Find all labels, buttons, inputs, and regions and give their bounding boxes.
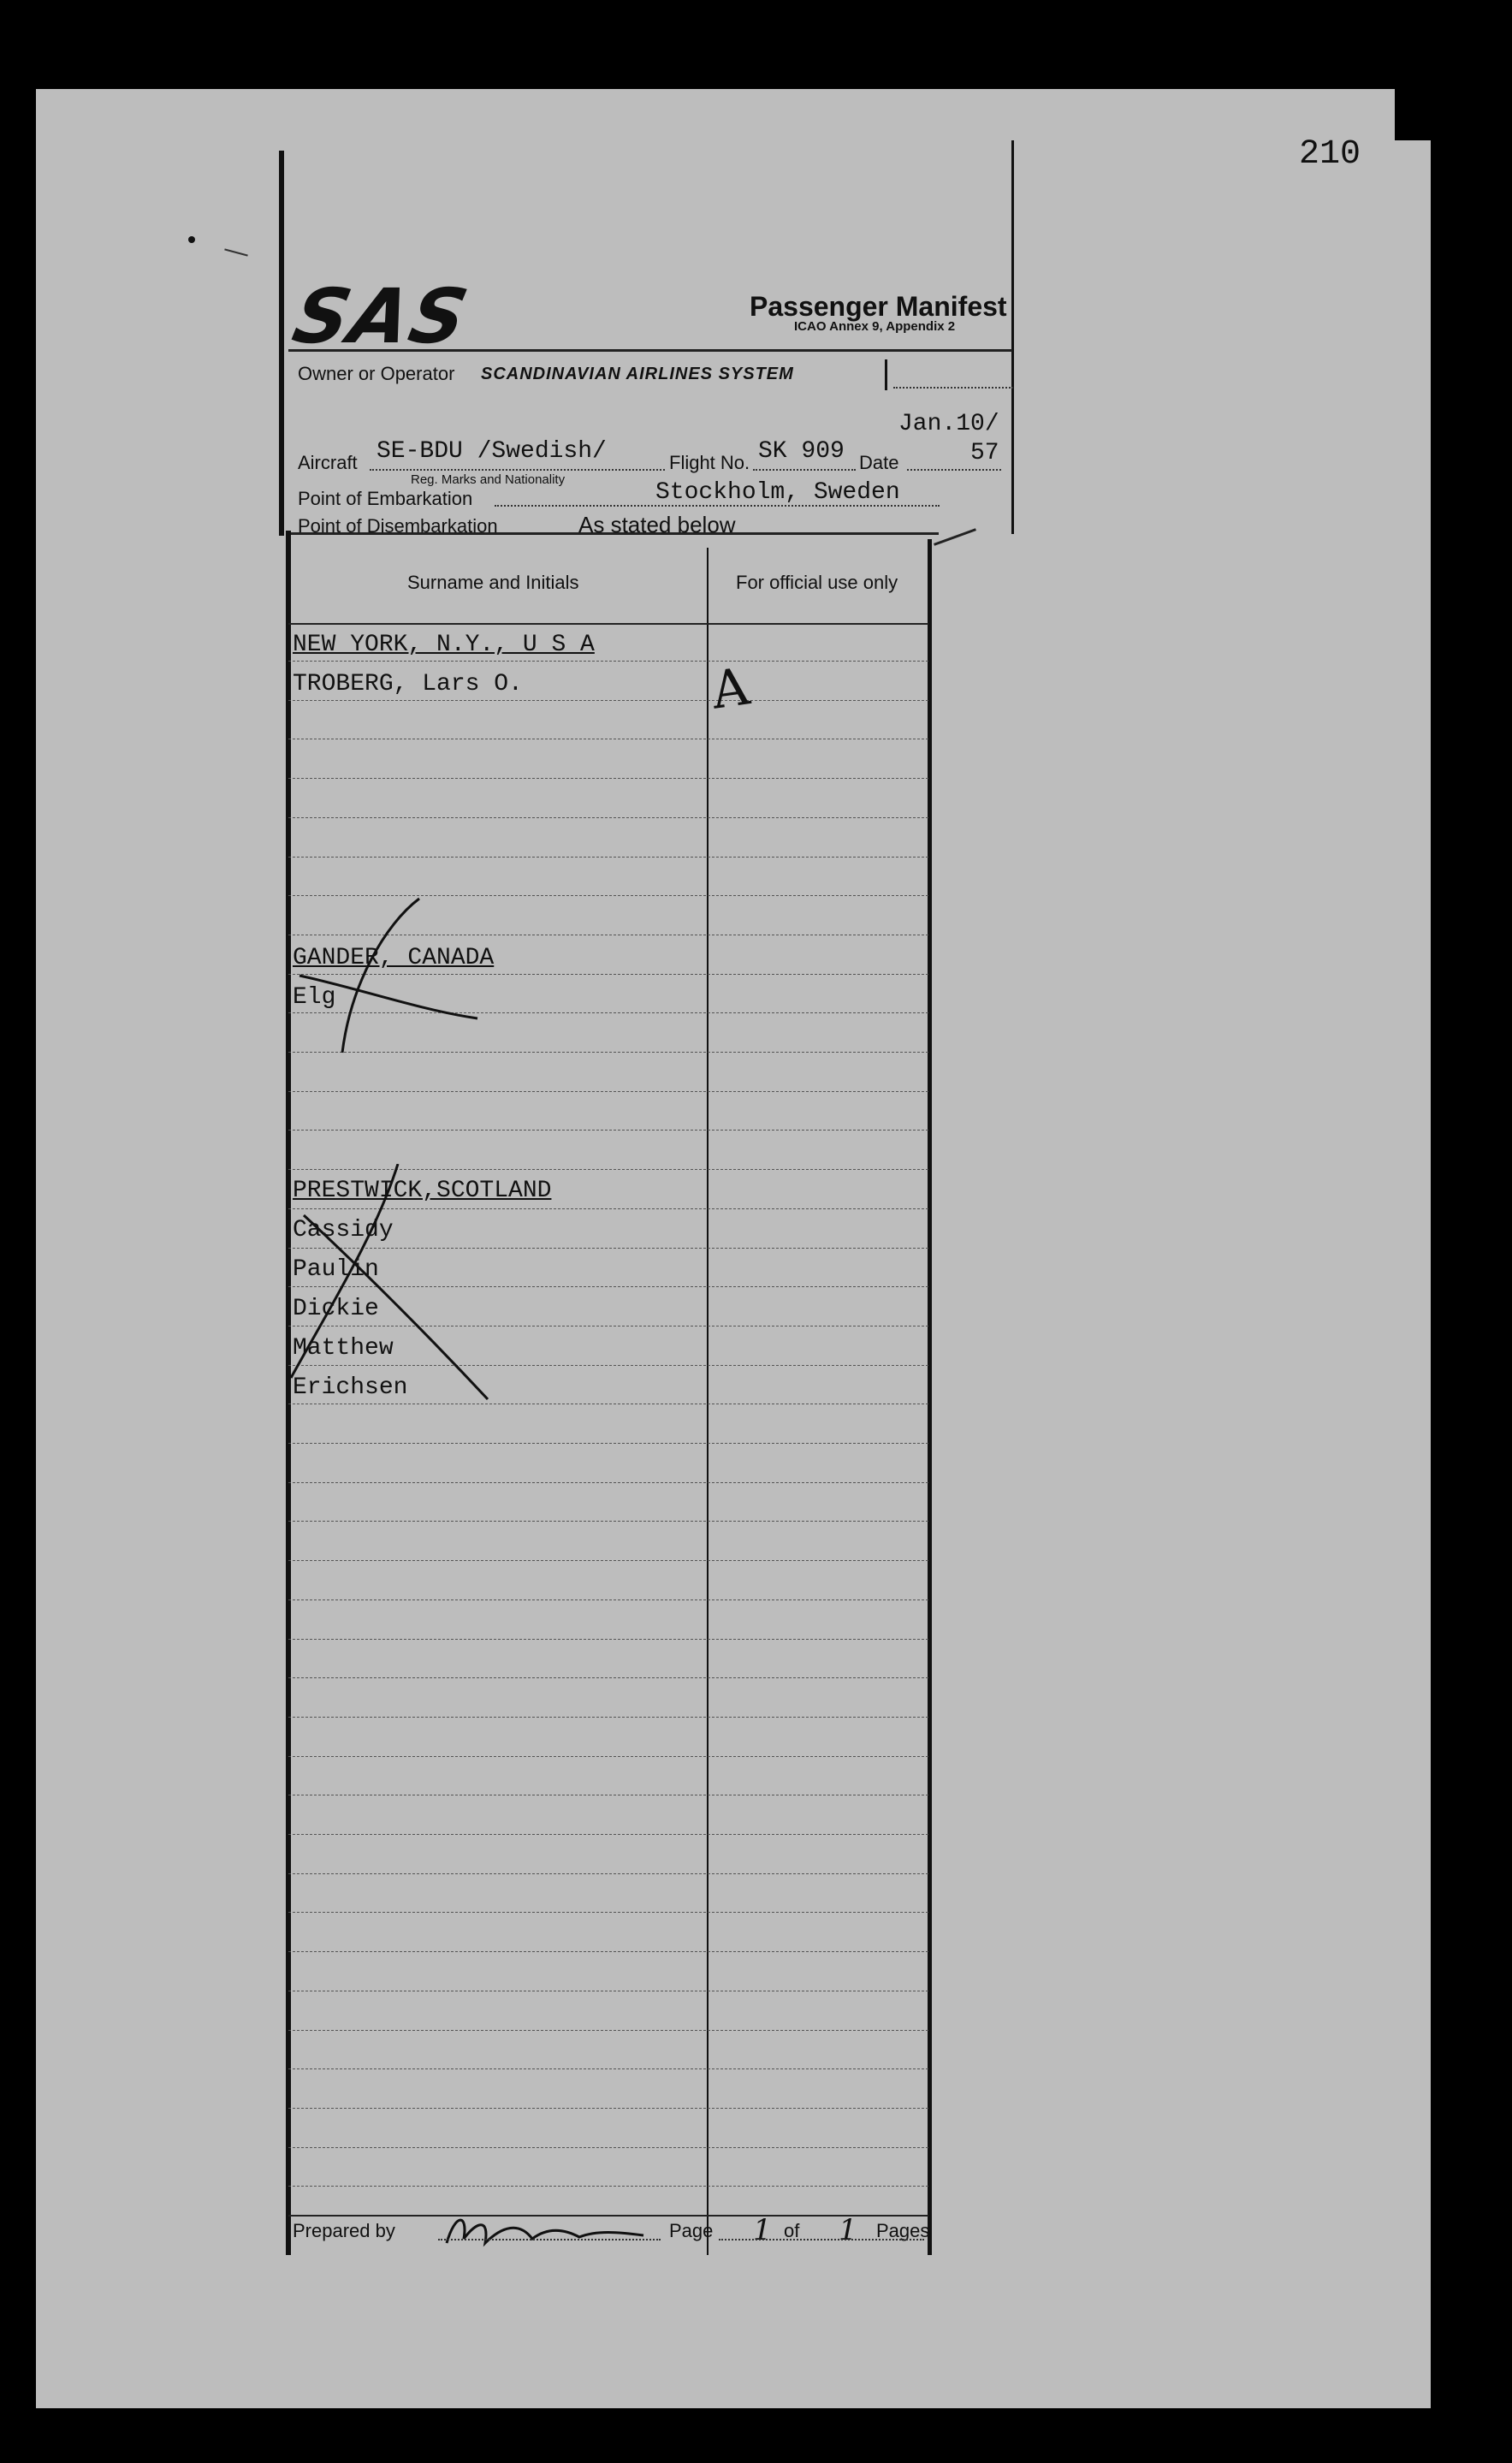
passenger-name: Erichsen <box>293 1374 408 1401</box>
table-right-border <box>928 539 932 2255</box>
official-mark: A <box>708 656 754 721</box>
table-row-line <box>288 1130 928 1131</box>
table-row-line <box>288 1677 928 1678</box>
prepared-by-label: Prepared by <box>293 2220 395 2241</box>
table-row-line <box>288 1091 928 1092</box>
table-row-line <box>288 1756 928 1757</box>
table-row-line <box>288 1599 928 1600</box>
flight-label: Flight No. <box>669 452 750 473</box>
table-row-line <box>288 2186 928 2187</box>
table-row-line <box>288 857 928 858</box>
table-row-line <box>288 1834 928 1835</box>
of-label: of <box>784 2220 800 2241</box>
form-right-border <box>1011 140 1014 534</box>
disembark-value: As stated below <box>578 512 736 537</box>
table-row-line <box>288 1482 928 1483</box>
pages-label: Pages <box>876 2220 930 2241</box>
table-row-line <box>288 2030 928 2031</box>
table-row-line <box>288 1560 928 1561</box>
table-row-line <box>288 1443 928 1444</box>
passenger-name: Cassidy <box>293 1217 394 1243</box>
table-row-line <box>288 1912 928 1913</box>
table-row-line <box>288 661 928 662</box>
passenger-name: Matthew <box>293 1335 394 1362</box>
column-divider <box>707 548 709 2255</box>
owner-value: SCANDINAVIAN AIRLINES SYSTEM <box>481 365 794 383</box>
aircraft-value: SE-BDU /Swedish/ <box>377 438 607 465</box>
passenger-name: Dickie <box>293 1296 379 1322</box>
passenger-name: Paulin <box>293 1256 379 1283</box>
date-value-line2: 57 <box>970 440 999 466</box>
table-row-line <box>288 1873 928 1874</box>
embark-value: Stockholm, Sweden <box>655 479 900 506</box>
table-row-line <box>288 1951 928 1952</box>
cross-out-gander <box>282 890 505 1061</box>
table-row-line <box>288 700 928 701</box>
page-value: 1 <box>753 2213 772 2247</box>
date-value-line1: Jan.10/ <box>898 411 999 437</box>
table-row-line <box>288 1717 928 1718</box>
table-row-line <box>288 817 928 818</box>
form-subtitle: ICAO Annex 9, Appendix 2 <box>794 319 956 334</box>
surname-column-header: Surname and Initials <box>407 572 579 593</box>
owner-mark <box>885 359 887 390</box>
form-title: Passenger Manifest <box>750 291 1007 322</box>
destination-header: NEW YORK, N.Y., U S A <box>293 632 595 658</box>
disembark-label: Point of Disembarkation <box>298 515 498 537</box>
preparer-signature <box>438 2205 652 2256</box>
table-row-line <box>288 1639 928 1640</box>
official-column-header: For official use only <box>736 572 898 593</box>
owner-label: Owner or Operator <box>298 363 455 384</box>
table-row-line <box>288 778 928 779</box>
destination-header: GANDER, CANADA <box>293 945 495 971</box>
passenger-name: Elg <box>293 984 336 1011</box>
destination-header: PRESTWICK,SCOTLAND <box>293 1178 552 1204</box>
page-number: 210 <box>1299 135 1361 174</box>
table-row-line <box>288 1521 928 1522</box>
date-label: Date <box>859 452 899 473</box>
flight-value: SK 909 <box>758 438 845 465</box>
table-row-line <box>288 2068 928 2069</box>
folded-corner <box>1395 89 1431 140</box>
aircraft-label: Aircraft <box>298 452 358 473</box>
of-value: 1 <box>839 2213 857 2247</box>
table-row-line <box>288 2147 928 2148</box>
cross-out-prestwick <box>282 1164 505 1421</box>
stray-mark <box>188 236 195 243</box>
embark-label: Point of Embarkation <box>298 488 473 509</box>
table-row-line <box>288 2108 928 2109</box>
passenger-name: TROBERG, Lars O. <box>293 671 523 697</box>
column-header-rule <box>288 623 928 625</box>
reg-note: Reg. Marks and Nationality <box>411 472 566 487</box>
page-label: Page <box>669 2220 714 2241</box>
sas-logo: SAS <box>286 272 477 360</box>
